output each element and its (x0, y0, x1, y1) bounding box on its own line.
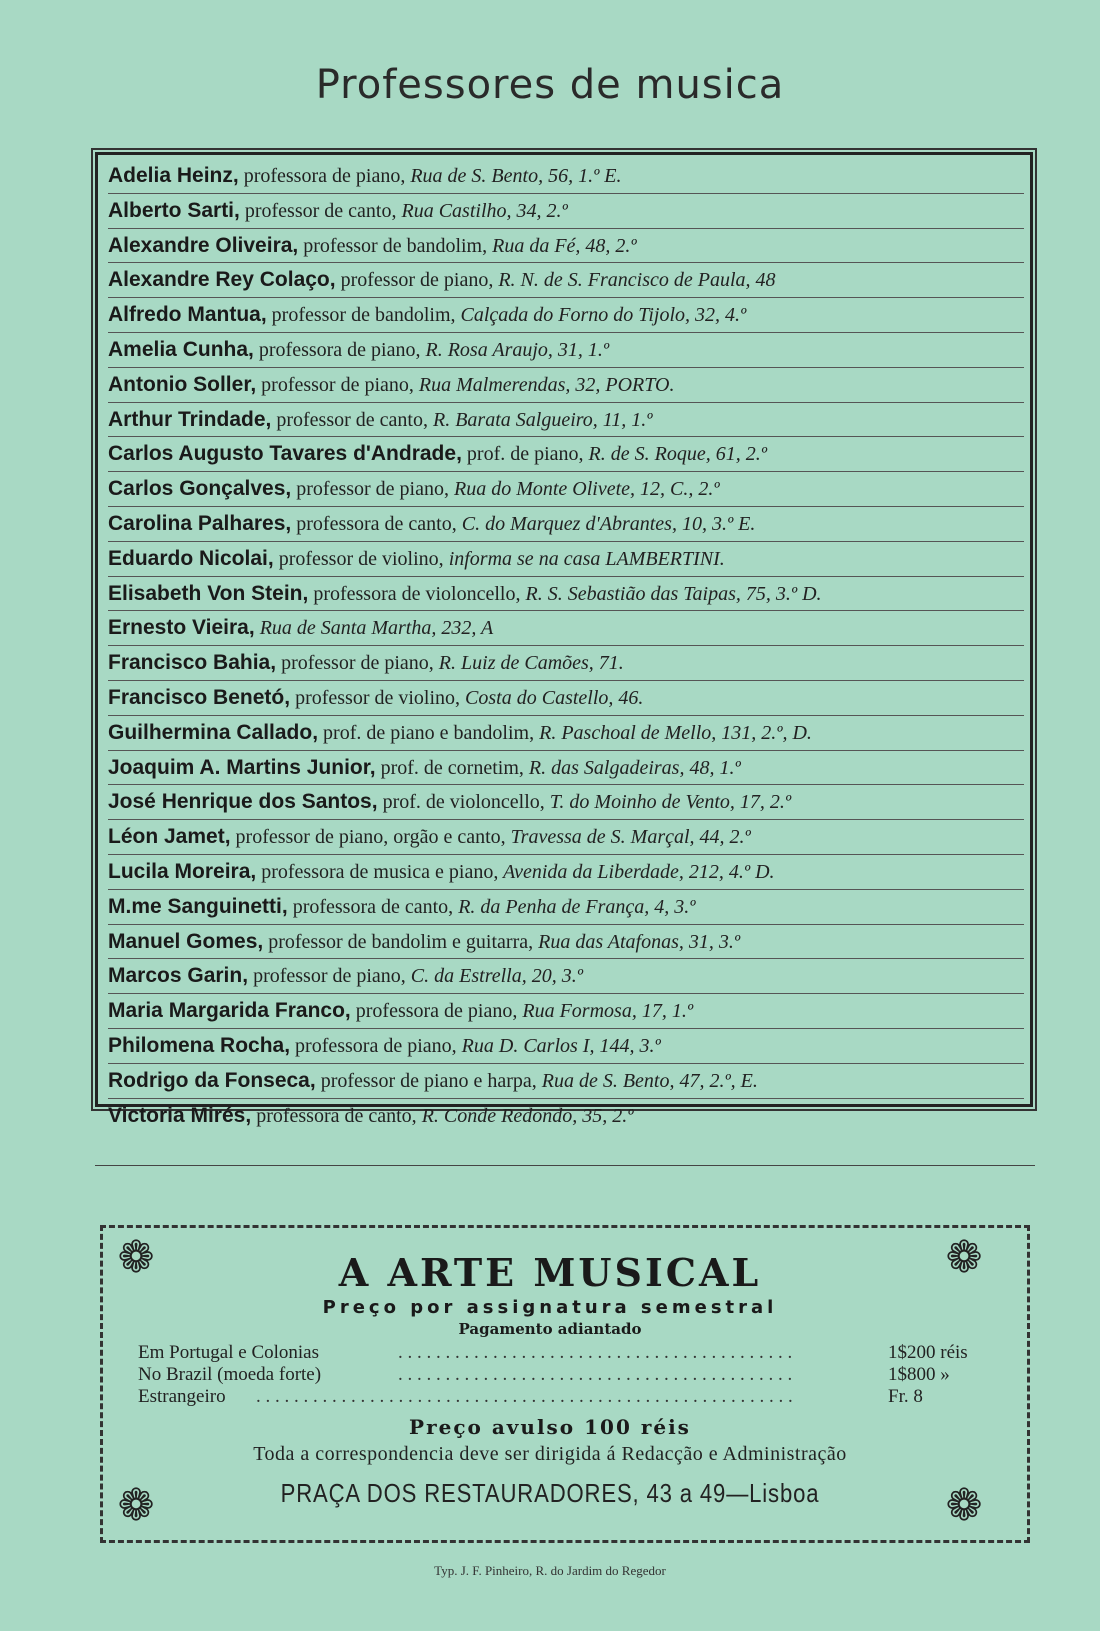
teacher-name: Amelia Cunha, (108, 337, 254, 361)
teacher-role: prof. de piano e bandolim, (318, 721, 535, 744)
floral-ornament-icon: ❁ (117, 1481, 155, 1530)
price-row (138, 1386, 998, 1408)
teacher-name: Alberto Sarti, (108, 198, 240, 222)
teacher-entry (108, 403, 1024, 438)
teacher-address: C. do Marquez d'Abrantes, 10, 3.º E. (456, 512, 756, 535)
teacher-name: Maria Margarida Franco, (108, 999, 351, 1023)
teacher-role: professor de canto, (271, 408, 428, 431)
teacher-entry (108, 716, 1024, 751)
teacher-entry (108, 855, 1024, 890)
ad-title: A ARTE MUSICAL (338, 1250, 762, 1295)
price-label: Em Portugal e Colonias (138, 1342, 320, 1363)
teacher-address: R. Barata Salgueiro, 11, 1.º (427, 408, 653, 431)
teacher-entry (108, 263, 1024, 298)
teacher-name: Marcos Garin, (108, 964, 249, 988)
teacher-address: Rua D. Carlos I, 144, 3.º (456, 1034, 661, 1057)
teacher-role: professor de violino, (290, 686, 461, 709)
teacher-name: Arthur Trindade, (108, 407, 272, 431)
teacher-role: professora de canto, (287, 895, 454, 918)
teacher-entry (108, 1064, 1024, 1099)
teacher-address: Rua Malmerendas, 32, PORTO. (413, 373, 675, 396)
teacher-entry (108, 577, 1024, 612)
floral-ornament-icon: ❁ (945, 1233, 983, 1282)
teacher-name: M.me Sanguinetti, (108, 894, 288, 918)
page-title: Professores de musica (315, 62, 785, 108)
teacher-role: professor de piano, (248, 965, 406, 988)
teacher-role: professor de piano, orgão e canto, (230, 826, 506, 849)
teacher-role: professor de bandolim, (298, 234, 488, 257)
teacher-entry (108, 229, 1024, 264)
teacher-role: professora de violoncello, (308, 582, 521, 605)
teacher-role: prof. de piano, (461, 443, 584, 466)
single-issue-price: Preço avulso 100 réis (409, 1415, 691, 1439)
teacher-address: R. Rosa Araujo, 31, 1.º (420, 338, 610, 361)
teacher-name: Alfredo Mantua, (108, 303, 267, 327)
teacher-address: Avenida da Liberdade, 212, 4.º D. (498, 860, 775, 883)
teacher-role: professor de bandolim, (266, 304, 456, 327)
teacher-name: Guilhermina Callado, (108, 720, 319, 744)
teacher-role: professora de piano, (290, 1034, 457, 1057)
teacher-role: professor de violino, (273, 547, 444, 570)
teacher-role: professor de piano e harpa, (315, 1069, 537, 1092)
price-value: 1$200 réis (884, 1342, 968, 1364)
teacher-name: Manuel Gomes, (108, 929, 264, 953)
teacher-address: informa se na casa LAMBERTINI. (443, 547, 725, 570)
leader-dots: . . . . . . . . . . . . . . . . . . . . . . . . . . . . . . . . . . . . . . . . . . (398, 1342, 793, 1363)
teacher-entry (108, 368, 1024, 403)
price-label: No Brazil (moeda forte) (138, 1364, 322, 1385)
ad-subtitle: Preço por assignatura semestral (322, 1297, 778, 1318)
teacher-entry (108, 959, 1024, 994)
teacher-name: Carlos Gonçalves, (108, 477, 292, 501)
teacher-entry (108, 472, 1024, 507)
teacher-address: Rua de S. Bento, 56, 1.º E. (405, 165, 622, 187)
divider (95, 1165, 1035, 1166)
teacher-address: C. da Estrella, 20, 3.º (405, 965, 583, 988)
teacher-role: professora de musica e piano, (256, 860, 499, 883)
teacher-name: Francisco Bahia, (108, 651, 277, 675)
price-value: Fr. 8 (884, 1386, 923, 1408)
teacher-name: Elisabeth Von Stein, (108, 581, 309, 605)
floral-ornament-icon: ❁ (945, 1481, 983, 1530)
teacher-name: Eduardo Nicolai, (108, 546, 274, 570)
teacher-entry (108, 994, 1024, 1029)
teacher-name: Carlos Augusto Tavares d'Andrade, (108, 442, 462, 466)
teacher-address: Rua do Monte Olivete, 12, C., 2.º (448, 478, 720, 501)
teacher-role: professora de canto, (251, 1104, 417, 1127)
teacher-address: Travessa de S. Marçal, 44, 2.º (505, 826, 751, 849)
teacher-name: Victoria Mirés, (108, 1103, 252, 1127)
teacher-entry (108, 437, 1024, 472)
teacher-name: Adelia Heinz, (108, 164, 239, 187)
teacher-name: Alexandre Oliveira, (108, 233, 299, 257)
teacher-name: Joaquim A. Martins Junior, (108, 755, 376, 779)
teacher-name: Philomena Rocha, (108, 1033, 291, 1057)
teacher-address: Rua da Fé, 48, 2.º (487, 234, 637, 257)
price-value: 1$800 » (884, 1364, 950, 1386)
floral-ornament-icon: ❁ (117, 1233, 155, 1282)
teacher-entry (108, 1099, 1024, 1133)
teacher-address: Rua de Santa Martha, 232, A (254, 617, 494, 640)
teacher-role: professora de piano, (253, 338, 421, 361)
teacher-entry (108, 890, 1024, 925)
teacher-address: R. Paschoal de Mello, 131, 2.º, D. (534, 721, 812, 744)
teacher-role: professor de piano, (291, 478, 449, 501)
correspondence-note: Toda a correspondencia deve ser dirigida á Redacção e Administração (253, 1443, 847, 1465)
teacher-role: professor de piano, (276, 652, 434, 675)
teacher-name: Antonio Soller, (108, 372, 257, 396)
teacher-entry (108, 298, 1024, 333)
teacher-name: Rodrigo da Fonseca, (108, 1068, 316, 1092)
teacher-address: R. de S. Roque, 61, 2.º (583, 443, 767, 466)
teacher-address: Rua de S. Bento, 47, 2.º, E. (536, 1069, 758, 1092)
teacher-entry (108, 507, 1024, 542)
teacher-list (95, 152, 1033, 1127)
teacher-name: Francisco Benetó, (108, 685, 291, 709)
teacher-role: professor de piano, (335, 269, 494, 292)
teacher-address: Rua das Atafonas, 31, 3.º (533, 930, 741, 953)
teacher-name: Léon Jamet, (108, 825, 231, 849)
publisher-address: PRAÇA DOS RESTAURADORES, 43 a 49—Lisboa (280, 1478, 820, 1508)
teacher-role: professor de canto, (239, 199, 397, 222)
teacher-entry (108, 785, 1024, 820)
teacher-entry (108, 925, 1024, 960)
ad-note: Pagamento adiantado (458, 1320, 642, 1338)
teacher-entry (108, 159, 1024, 194)
teacher-entry (108, 1029, 1024, 1064)
teacher-address: R. da Penha de França, 4, 3.º (453, 895, 696, 918)
teacher-name: Ernesto Vieira, (108, 616, 255, 640)
teacher-name: Lucila Moreira, (108, 859, 257, 883)
teacher-entry (108, 194, 1024, 229)
teacher-entry (108, 820, 1024, 855)
teacher-entry (108, 542, 1024, 577)
teacher-entry (108, 611, 1024, 646)
teacher-role: professor de piano, (256, 373, 414, 396)
teacher-name: José Henrique dos Santos, (108, 790, 378, 814)
teacher-address: Rua Castilho, 34, 2.º (396, 199, 568, 222)
teacher-role: professora de canto, (291, 512, 457, 535)
teacher-entry (108, 751, 1024, 786)
teacher-address: Calçada do Forno do Tijolo, 32, 4.º (455, 304, 747, 327)
teacher-role: professora de piano, (350, 1000, 518, 1023)
teacher-address: Rua Formosa, 17, 1.º (517, 1000, 694, 1023)
teacher-entry (108, 333, 1024, 368)
teacher-address: R. N. de S. Francisco de Paula, 48 (493, 269, 776, 292)
teacher-name: Alexandre Rey Colaço, (108, 268, 336, 292)
teacher-role: professor de bandolim e guitarra, (263, 930, 534, 953)
teacher-role: prof. de cornetim, (375, 756, 524, 779)
teacher-address: Costa do Castello, 46. (460, 686, 644, 709)
teacher-role: prof. de violoncello, (377, 791, 545, 814)
teacher-address: R. Conde Redondo, 35, 2.º (416, 1104, 634, 1127)
price-row (138, 1342, 998, 1364)
teacher-address: R. Luiz de Camões, 71. (433, 652, 624, 675)
teacher-entry (108, 646, 1024, 681)
teacher-address: R. S. Sebastião das Taipas, 75, 3.º D. (520, 582, 822, 605)
leader-dots: . . . . . . . . . . . . . . . . . . . . . . . . . . . . . . . . . . . . . . . . . . . . . . . . . . . . . . . . . (256, 1386, 793, 1407)
teacher-address: R. das Salgadeiras, 48, 1.º (523, 756, 741, 779)
teacher-name: Carolina Palhares, (108, 511, 292, 535)
teacher-role: professora de piano, (238, 165, 406, 187)
printer-imprint: Typ. J. F. Pinheiro, R. do Jardim do Regedor (434, 1563, 666, 1578)
teacher-address: T. do Moinho de Vento, 17, 2.º (544, 791, 792, 814)
price-label: Estrangeiro (138, 1386, 226, 1407)
price-row (138, 1364, 998, 1386)
teacher-entry (108, 681, 1024, 716)
leader-dots: . . . . . . . . . . . . . . . . . . . . . . . . . . . . . . . . . . . . . . . . . . (398, 1364, 793, 1385)
